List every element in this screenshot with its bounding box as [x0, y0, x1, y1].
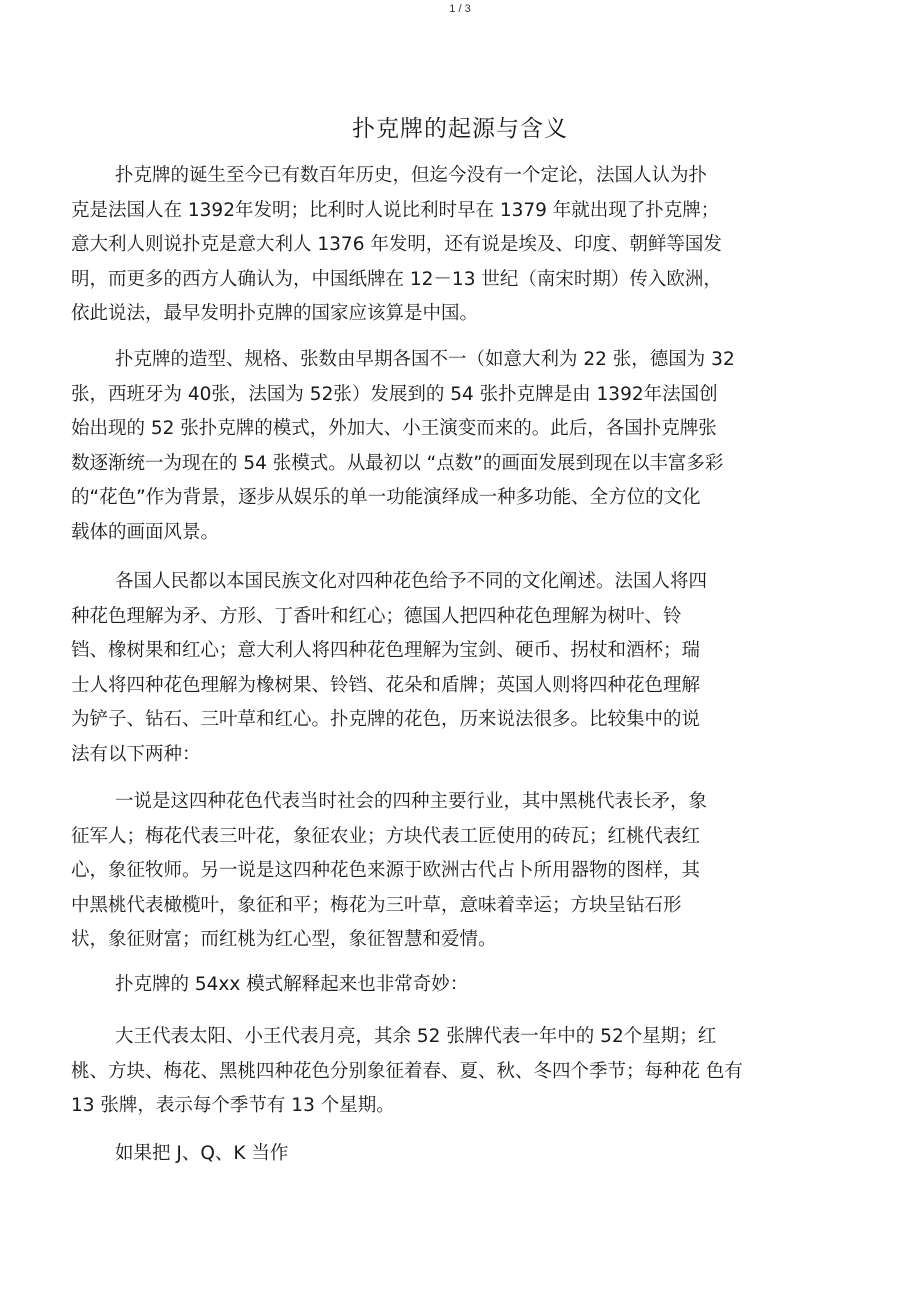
text-line: 中黑桃代表橄榄叶，象征和平；梅花为三叶草，意味着幸运；方块呈钻石形	[71, 894, 682, 916]
paragraph-suits-meaning	[71, 785, 831, 958]
paragraph-54-mode	[71, 968, 831, 1003]
text-line: 张，西班牙为 40张，法国为 52张）发展到的 54 张扑克牌是由 1392年法国创	[71, 383, 718, 405]
paragraph-jqk	[71, 1137, 831, 1172]
text-line: 始出现的 52 张扑克牌的模式，外加大、小王演变而来的。此后，各国扑克牌张	[71, 418, 717, 439]
text-line: 克是法国人在 1392年发明；比利时人说比利时早在 1379 年就出现了扑克牌；	[71, 199, 720, 221]
text-line: 种花色理解为矛、方形、丁香叶和红心；德国人把四种花色理解为树叶、铃	[71, 605, 682, 627]
text-line: 士人将四种花色理解为橡树果、铃铛、花朵和盾牌；英国人则将四种花色理解	[71, 674, 701, 696]
text-line: 意大利人则说扑克是意大利人 1376 年发明，还有说是埃及、印度、朝鲜等国发	[71, 234, 722, 255]
text-line: 依此说法，最早发明扑克牌的国家应该算是中国。	[71, 303, 479, 324]
text-line: 一说是这四种花色代表当时社会的四种主要行业，其中黑桃代表长矛，象	[115, 791, 708, 812]
text-line: 桃、方块、梅花、黑桃四种花色分别象征着春、夏、秋、冬四个季节；每种花 色有	[71, 1060, 743, 1082]
text-line: 扑克牌的 54xx 模式解释起来也非常奇妙：	[115, 974, 469, 995]
text-line: 数逐渐统一为现在的 54 张模式。从最初以 “点数”的画面发展到现在以丰富多彩	[71, 452, 724, 474]
text-line: 明，而更多的西方人确认为，中国纸牌在 12－13 世纪（南宋时期）传入欧洲，	[71, 268, 722, 290]
text-line: 13 张牌，表示每个季节有 13 个星期。	[71, 1095, 395, 1116]
text-line: 铛、橡树果和红心；意大利人将四种花色理解为宝剑、硬币、拐杖和酒杯；瑞	[71, 640, 701, 661]
text-line: 如果把 J、Q、K 当作	[115, 1143, 289, 1164]
text-line: 各国人民都以本国民族文化对四种花色给予不同的文化阐述。法国人将四	[115, 571, 708, 592]
paragraph-calendar	[71, 1020, 831, 1124]
text-line: 的“花色”作为背景，逐步从娱乐的单一功能演绎成一种多功能、全方位的文化	[71, 487, 701, 508]
text-line: 为铲子、钻石、三叶草和红心。扑克牌的花色，历来说法很多。比较集中的说	[71, 709, 701, 730]
text-line: 扑克牌的造型、规格、张数由早期各国不一（如意大利为 22 张，德国为 32	[115, 349, 735, 370]
paragraph-origin	[71, 159, 831, 332]
text-line: 法有以下两种：	[71, 743, 201, 765]
text-line: 心，象征牧师。另一说是这四种花色来源于欧洲古代占卜所用器物的图样，其	[71, 860, 701, 881]
paragraph-suits-culture	[71, 565, 831, 772]
text-line: 扑克牌的诞生至今已有数百年历史，但迄今没有一个定论，法国人认为扑	[115, 165, 708, 186]
text-line: 征军人；梅花代表三叶花，象征农业；方块代表工匠使用的砖瓦；红桃代表红	[71, 825, 701, 847]
text-line: 状，象征财富；而红桃为红心型，象征智慧和爱情。	[71, 929, 497, 950]
document-title: 扑克牌的起源与含义	[352, 116, 568, 142]
text-line: 载体的画面风景。	[71, 521, 220, 543]
page-number: 1 / 3	[449, 3, 471, 15]
paragraph-card-count	[71, 343, 831, 550]
text-line: 大王代表太阳、小王代表月亮，其余 52 张牌代表一年中的 52个星期；红	[115, 1026, 717, 1047]
